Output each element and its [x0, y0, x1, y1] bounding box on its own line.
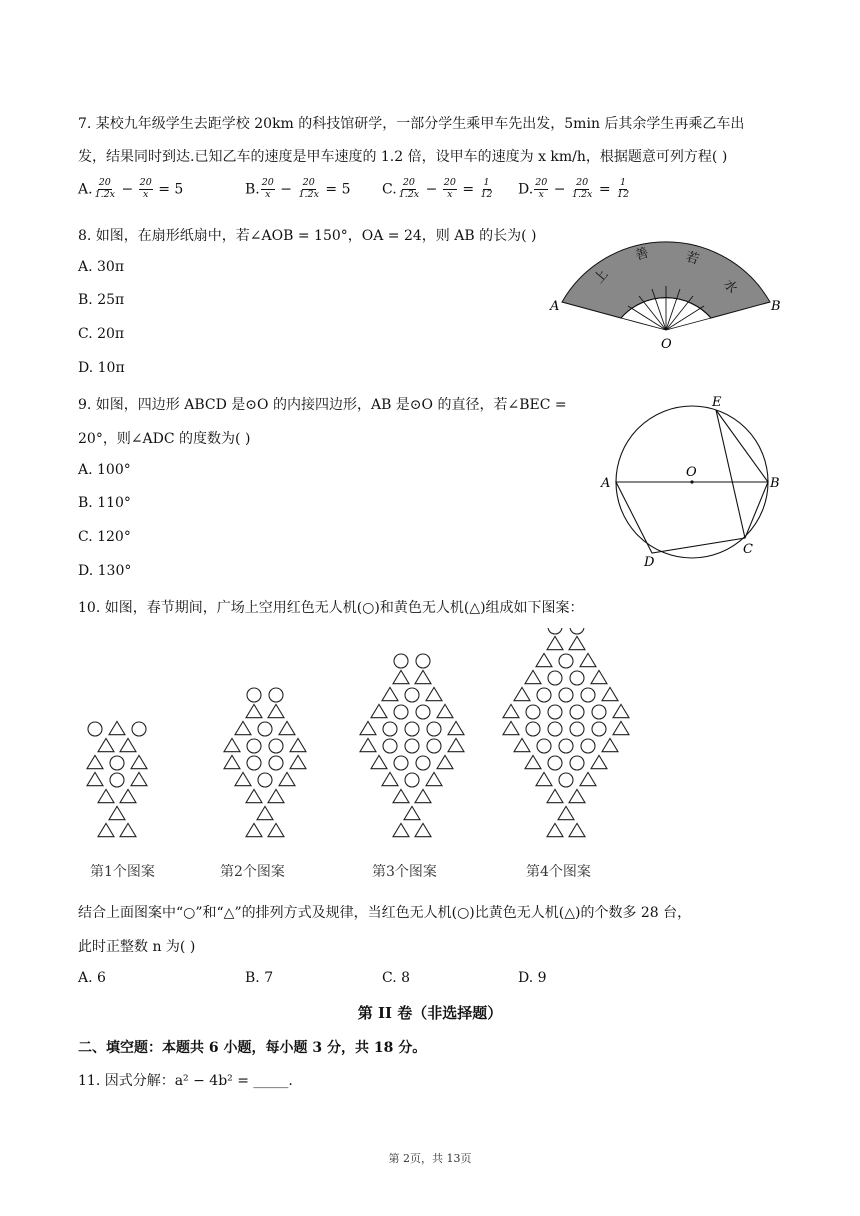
drone-triangle	[268, 823, 284, 836]
drone-triangle	[503, 721, 519, 734]
q8-option-b[interactable]: B. 25π	[78, 292, 125, 308]
drone-circle	[592, 722, 606, 736]
label-a: A	[601, 476, 611, 491]
drone-circle	[548, 756, 562, 770]
drone-triangle	[360, 738, 376, 751]
drone-circle	[405, 773, 419, 787]
drone-triangle	[235, 772, 251, 785]
drone-circle	[548, 628, 562, 634]
drone-triangle	[120, 738, 136, 751]
pattern-caption-1: 第1个图案	[90, 864, 155, 880]
drone-triangle	[279, 772, 295, 785]
q10-option-d[interactable]: D. 9	[518, 970, 547, 986]
drone-circle	[559, 739, 573, 753]
q8-option-a[interactable]: A. 30π	[78, 259, 125, 275]
drone-triangle	[87, 772, 103, 785]
fan-figure	[545, 226, 790, 354]
q9-line1: 9. 如图，四边形 ABCD 是⊙O 的内接四边形，AB 是⊙O 的直径，若∠BEC =	[78, 397, 567, 413]
drone-triangle	[569, 636, 585, 649]
drone-triangle	[98, 823, 114, 836]
center-point	[690, 480, 693, 483]
drone-circle	[247, 739, 261, 753]
drone-circle	[383, 739, 397, 753]
drone-circle	[416, 654, 430, 668]
drone-circle	[258, 773, 272, 787]
drone-triangle	[580, 772, 596, 785]
drone-triangle	[426, 772, 442, 785]
drone-triangle	[290, 755, 306, 768]
drone-triangle	[268, 704, 284, 717]
pattern-caption-4: 第4个图案	[526, 864, 591, 880]
drone-triangle	[448, 721, 464, 734]
q9-line2: 20°，则∠ADC 的度数为( )	[78, 431, 251, 447]
q7-option-c[interactable]: C. $\frac{20}{1.2x}$ − $\frac{20}{x}$ = $\frac{1}{12}$	[382, 177, 493, 200]
drone-circle	[405, 739, 419, 753]
drone-triangle	[87, 755, 103, 768]
fill-in-heading: 二、填空题：本题共 6 小题，每小题 3 分，共 18 分。	[78, 1040, 427, 1056]
drone-circle	[405, 722, 419, 736]
drone-circle	[559, 654, 573, 668]
drone-triangle	[591, 755, 607, 768]
drone-triangle	[437, 755, 453, 768]
drone-circle	[526, 722, 540, 736]
drone-patterns	[87, 628, 629, 837]
q10-option-b[interactable]: B. 7	[245, 970, 274, 986]
drone-triangle	[246, 789, 262, 802]
drone-circle	[383, 722, 397, 736]
drone-triangle	[393, 670, 409, 683]
drone-triangle	[613, 704, 629, 717]
q10-option-c[interactable]: C. 8	[382, 970, 411, 986]
drone-triangle	[525, 755, 541, 768]
drone-triangle	[120, 789, 136, 802]
pattern-caption-3: 第3个图案	[372, 864, 437, 880]
drone-triangle	[602, 687, 618, 700]
section-title: 第 II 卷（非选择题）	[357, 1004, 503, 1022]
drone-triangle	[569, 789, 585, 802]
label-d: D	[644, 555, 655, 570]
q10-stem: 10. 如图，春节期间，广场上空用红色无人机(○)和黄色无人机(△)组成如下图案：	[78, 600, 584, 616]
drone-triangle	[371, 755, 387, 768]
q7-line2: 发，结果同时到达.已知乙车的速度是甲车速度的 1.2 倍，设甲车的速度为 x km/h，根据题意可列方程( )	[78, 149, 728, 165]
fan-label-b: B	[771, 299, 781, 314]
drone-triangle	[569, 823, 585, 836]
drone-triangle	[426, 687, 442, 700]
label-e: E	[712, 395, 722, 410]
fan-char-4: 水	[719, 276, 740, 297]
drone-circle	[247, 756, 261, 770]
drone-triangle	[98, 789, 114, 802]
drone-triangle	[382, 772, 398, 785]
drone-triangle	[268, 789, 284, 802]
drone-circle	[570, 628, 584, 634]
drone-triangle	[536, 653, 552, 666]
drone-circle	[269, 739, 283, 753]
drone-triangle	[120, 823, 136, 836]
drone-circle	[559, 773, 573, 787]
drone-triangle	[246, 823, 262, 836]
q11-text: 11. 因式分解：a² − 4b² = _____.	[78, 1073, 293, 1089]
q10-option-a[interactable]: A. 6	[78, 970, 106, 986]
drone-triangle	[415, 670, 431, 683]
drone-triangle	[224, 738, 240, 751]
q7-line1: 7. 某校九年级学生去距学校 20km 的科技馆研学，一部分学生乘甲车先出发，5min 后其余学生再乘乙车出	[78, 116, 745, 132]
drone-triangle	[393, 789, 409, 802]
drone-triangle	[109, 806, 125, 819]
drone-triangle	[393, 823, 409, 836]
drone-triangle	[591, 670, 607, 683]
drone-circle	[427, 722, 441, 736]
drone-circle	[258, 722, 272, 736]
drone-circle	[570, 671, 584, 685]
fan-char-1: 上	[591, 266, 612, 287]
drone-triangle	[437, 704, 453, 717]
drone-patterns-figure	[70, 628, 650, 888]
fan-char-3: 若	[683, 249, 701, 268]
drone-circle	[405, 688, 419, 702]
drone-circle	[548, 671, 562, 685]
drone-circle	[548, 705, 562, 719]
drone-triangle	[558, 806, 574, 819]
label-o: O	[686, 465, 697, 480]
drone-triangle	[602, 738, 618, 751]
drone-circle	[394, 705, 408, 719]
drone-triangle	[536, 772, 552, 785]
drone-triangle	[246, 704, 262, 717]
q8-stem: 8. 如图，在扇形纸扇中，若∠AOB = 150°，OA = 24，则 AB 的长为( )	[78, 228, 537, 244]
drone-circle	[559, 688, 573, 702]
q10-line2: 此时正整数 n 为( )	[78, 939, 196, 955]
drone-triangle	[360, 721, 376, 734]
drone-circle	[570, 722, 584, 736]
page-footer: 第 2页，共 13页	[388, 1152, 472, 1165]
q8-option-c[interactable]: C. 20π	[78, 326, 125, 342]
drone-triangle	[415, 823, 431, 836]
fan-label-o: O	[661, 337, 672, 352]
drone-circle	[110, 773, 124, 787]
drone-triangle	[404, 806, 420, 819]
drone-triangle	[547, 823, 563, 836]
drone-triangle	[279, 721, 295, 734]
q7-option-d[interactable]: D. $\frac{20}{x}$ − $\frac{20}{1.2x}$ = $\frac{1}{12}$	[518, 177, 630, 200]
drone-triangle	[131, 772, 147, 785]
q9-option-b[interactable]: B. 110°	[78, 495, 131, 511]
drone-circle	[416, 705, 430, 719]
drone-circle	[394, 654, 408, 668]
pattern-caption-2: 第2个图案	[220, 864, 285, 880]
drone-triangle	[290, 738, 306, 751]
drone-circle	[570, 705, 584, 719]
drone-circle	[526, 705, 540, 719]
drone-circle	[548, 722, 562, 736]
drone-triangle	[514, 687, 530, 700]
drone-triangle	[415, 789, 431, 802]
drone-circle	[570, 756, 584, 770]
q9-option-a[interactable]: A. 100°	[78, 462, 131, 478]
drone-circle	[537, 739, 551, 753]
drone-circle	[394, 756, 408, 770]
drone-triangle	[235, 721, 251, 734]
fan-char-2: 善	[633, 245, 651, 264]
drone-circle	[88, 722, 102, 736]
drone-triangle	[547, 636, 563, 649]
drone-circle	[592, 705, 606, 719]
drone-triangle	[98, 738, 114, 751]
drone-triangle	[580, 653, 596, 666]
drone-triangle	[448, 738, 464, 751]
drone-triangle	[131, 755, 147, 768]
drone-circle	[247, 688, 261, 702]
label-b: B	[770, 476, 780, 491]
drone-triangle	[503, 704, 519, 717]
q7-option-b[interactable]: B. $\frac{20}{x}$ − $\frac{20}{1.2x}$ = 5	[245, 177, 351, 200]
q9-option-d[interactable]: D. 130°	[78, 563, 132, 579]
q9-option-c[interactable]: C. 120°	[78, 529, 131, 545]
drone-circle	[427, 739, 441, 753]
drone-triangle	[224, 755, 240, 768]
drone-triangle	[109, 721, 125, 734]
q8-option-d[interactable]: D. 10π	[78, 360, 125, 376]
q10-line1: 结合上面图案中“○”和“△”的排列方式及规律，当红色无人机(○)比黄色无人机(△)的个数多 28 台，	[78, 905, 692, 921]
drone-triangle	[547, 789, 563, 802]
drone-triangle	[525, 670, 541, 683]
drone-circle	[416, 756, 430, 770]
drone-circle	[537, 688, 551, 702]
drone-circle	[581, 739, 595, 753]
drone-triangle	[257, 806, 273, 819]
drone-circle	[132, 722, 146, 736]
label-c: C	[743, 542, 753, 557]
drone-circle	[269, 756, 283, 770]
drone-circle	[581, 688, 595, 702]
circle-figure	[596, 392, 786, 570]
drone-circle	[110, 756, 124, 770]
drone-triangle	[613, 721, 629, 734]
drone-triangle	[371, 704, 387, 717]
drone-triangle	[382, 687, 398, 700]
drone-circle	[269, 688, 283, 702]
q7-option-a[interactable]: A. $\frac{20}{1.2x}$ − $\frac{20}{x}$ = 5	[78, 177, 184, 200]
drone-triangle	[514, 738, 530, 751]
fan-label-a: A	[550, 299, 560, 314]
